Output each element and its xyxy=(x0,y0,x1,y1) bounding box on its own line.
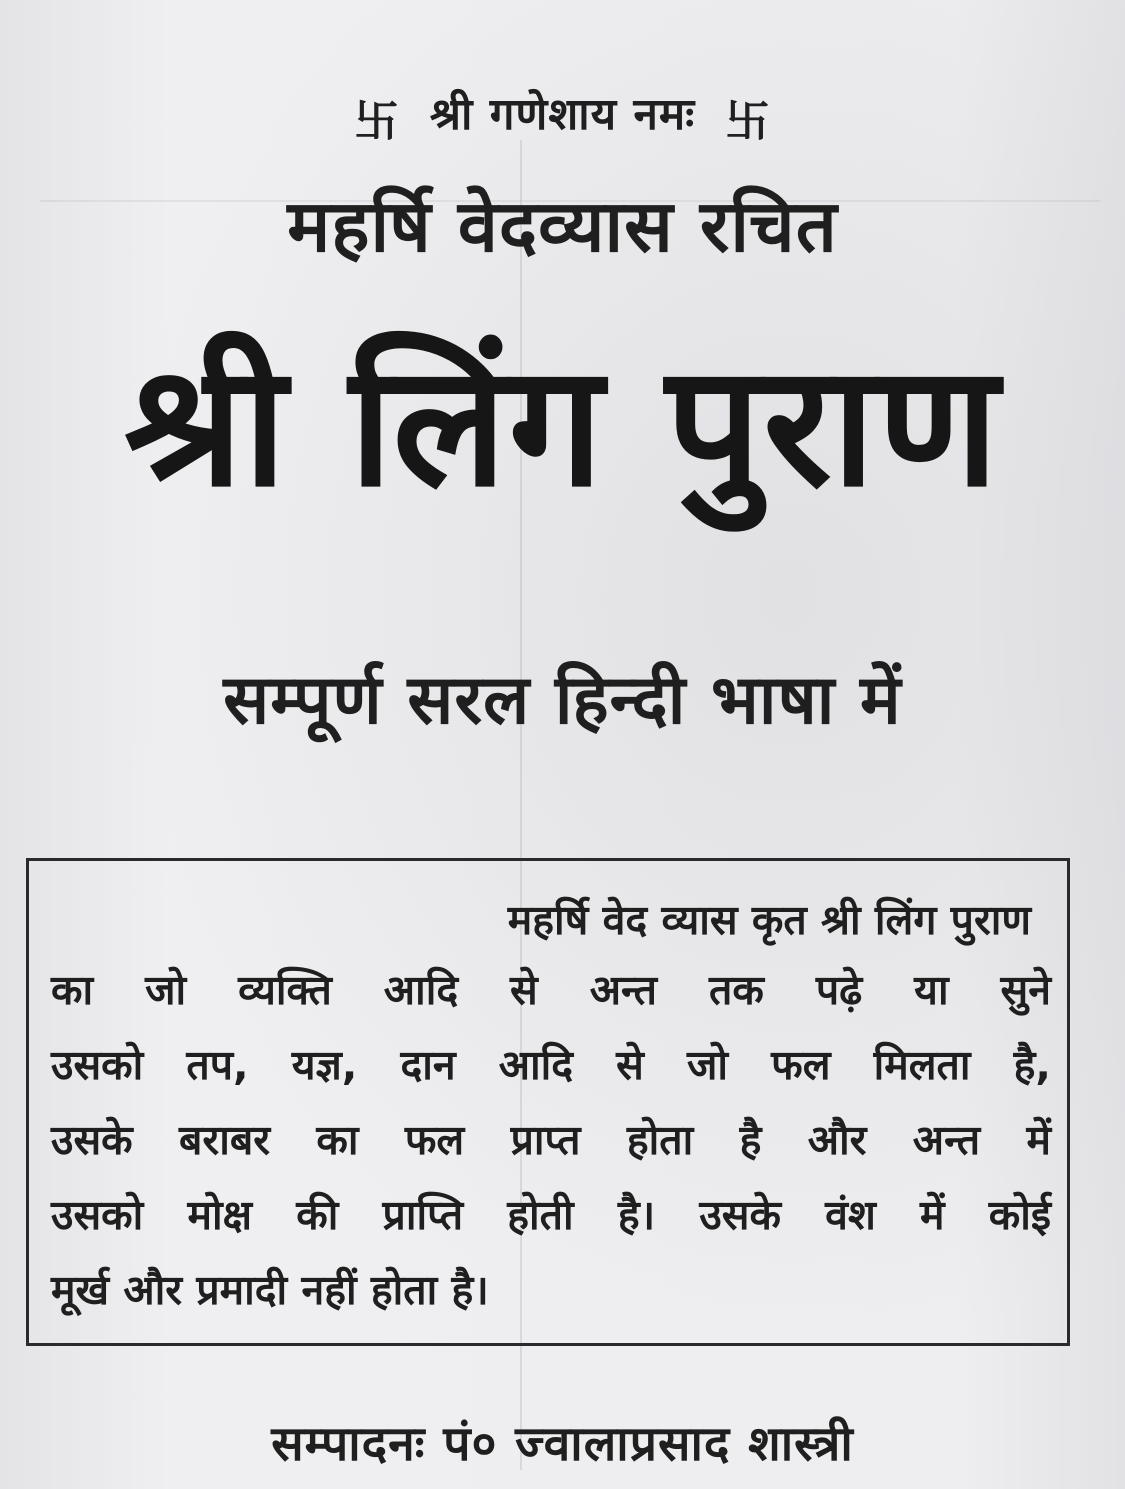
swastika-symbol-right: 卐 xyxy=(725,96,771,147)
blurb-box xyxy=(26,858,1070,1346)
editor-credit: सम्पादनः पं० ज्वालाप्रसाद शास्त्री xyxy=(271,1416,854,1472)
blurb-line: महर्षि वेद व्यास कृत श्री लिंग पुराण xyxy=(507,896,1031,944)
blurb-line: उसको तप, यज्ञ, दान आदि से जो फल मिलता है, xyxy=(51,1041,1051,1089)
swastika-symbol-left: 卐 xyxy=(354,96,400,147)
author-subtitle: महर्षि वेदव्यास रचित xyxy=(287,184,838,268)
book-title: श्री लिंग पुराण xyxy=(124,328,1001,524)
blurb-line: का जो व्यक्ति आदि से अन्त तक पढ़े या सुने xyxy=(51,966,1051,1014)
blurb-line: उसको मोक्ष की प्राप्ति होती है। उसके वंश में कोई xyxy=(51,1191,1051,1239)
invocation-text: श्री गणेशाय नमः xyxy=(429,89,696,140)
blurb-line: उसके बराबर का फल प्राप्त होता है और अन्त में xyxy=(51,1116,1051,1164)
language-note: सम्पूर्ण सरल हिन्दी भाषा में xyxy=(223,661,902,740)
invocation-line xyxy=(0,82,1125,149)
blurb-line: मूर्ख और प्रमादी नहीं होता है। xyxy=(51,1266,489,1314)
